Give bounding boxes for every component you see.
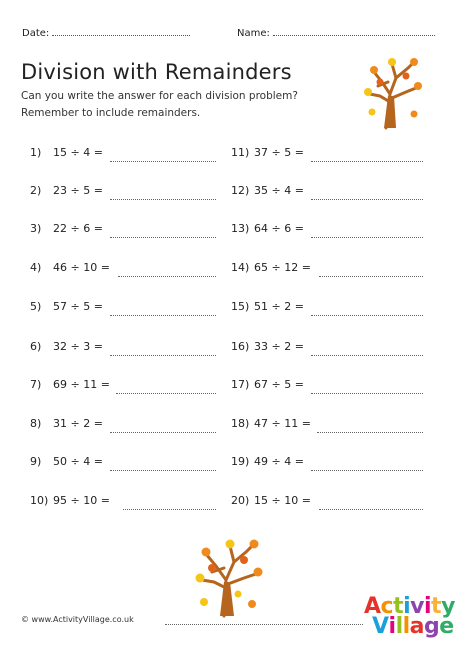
problem-row: [30, 378, 216, 394]
logo-letter: i: [388, 614, 396, 639]
problem-expression: 22 ÷ 6 =: [53, 222, 103, 235]
problem-number: 1): [30, 146, 42, 159]
instruction-line-2: Remember to include remainders.: [21, 107, 201, 119]
problem-row: [231, 146, 423, 162]
logo-letter: A: [364, 594, 381, 619]
problem-number: 12): [231, 184, 250, 197]
problem-expression: 50 ÷ 4 =: [53, 455, 103, 468]
problem-number: 17): [231, 378, 250, 391]
problem-number: 13): [231, 222, 250, 235]
answer-line[interactable]: [123, 509, 216, 510]
logo-letter: g: [424, 614, 440, 639]
problem-row: [231, 184, 423, 200]
date-field[interactable]: [22, 27, 190, 39]
problem-row: [231, 378, 423, 394]
answer-line[interactable]: [110, 355, 216, 356]
problem-row: [30, 494, 216, 510]
problem-expression: 67 ÷ 5 =: [254, 378, 304, 391]
instruction-line-1: Can you write the answer for each division problem?: [21, 90, 298, 102]
name-line[interactable]: [273, 27, 435, 36]
problem-number: 11): [231, 146, 250, 159]
logo-letter: t: [431, 594, 442, 619]
problem-expression: 69 ÷ 11 =: [53, 378, 110, 391]
problem-row: [231, 417, 423, 433]
footer-divider: [165, 624, 363, 625]
footer-url[interactable]: © www.ActivityVillage.co.uk: [21, 615, 134, 624]
problem-number: 5): [30, 300, 42, 313]
answer-line[interactable]: [319, 509, 423, 510]
logo-letter: l: [395, 614, 403, 639]
problem-number: 8): [30, 417, 42, 430]
answer-line[interactable]: [311, 393, 423, 394]
logo-letter: e: [439, 614, 454, 639]
logo-word-village: [372, 616, 454, 638]
answer-line[interactable]: [110, 470, 216, 471]
problem-row: [30, 300, 216, 316]
problem-expression: 32 ÷ 3 =: [53, 340, 103, 353]
problem-expression: 35 ÷ 4 =: [254, 184, 304, 197]
problem-number: 4): [30, 261, 42, 274]
problem-row: [231, 455, 423, 471]
problem-number: 7): [30, 378, 42, 391]
problem-expression: 47 ÷ 11 =: [254, 417, 311, 430]
problem-number: 15): [231, 300, 250, 313]
name-field[interactable]: [237, 27, 435, 39]
problem-expression: 64 ÷ 6 =: [254, 222, 304, 235]
answer-line[interactable]: [317, 432, 423, 433]
problem-number: 16): [231, 340, 250, 353]
answer-line[interactable]: [311, 237, 423, 238]
problem-expression: 46 ÷ 10 =: [53, 261, 110, 274]
problem-expression: 23 ÷ 5 =: [53, 184, 103, 197]
answer-line[interactable]: [110, 199, 216, 200]
problem-row: [30, 261, 216, 277]
problem-number: 19): [231, 455, 250, 468]
logo-letter: l: [402, 614, 410, 639]
logo-letter: v: [410, 594, 424, 619]
logo-letter: i: [424, 594, 432, 619]
problem-number: 9): [30, 455, 42, 468]
problem-row: [30, 455, 216, 471]
problem-expression: 15 ÷ 4 =: [53, 146, 103, 159]
logo-letter: c: [380, 594, 394, 619]
problem-number: 14): [231, 261, 250, 274]
problem-expression: 15 ÷ 10 =: [254, 494, 311, 507]
answer-line[interactable]: [319, 276, 423, 277]
answer-line[interactable]: [110, 161, 216, 162]
problem-expression: 65 ÷ 12 =: [254, 261, 311, 274]
problem-row: [231, 261, 423, 277]
answer-line[interactable]: [110, 315, 216, 316]
logo-letter: a: [409, 614, 425, 639]
autumn-tree-icon: [186, 532, 270, 618]
problem-row: [30, 417, 216, 433]
problem-row: [231, 222, 423, 238]
answer-line[interactable]: [311, 355, 423, 356]
problem-row: [30, 340, 216, 356]
logo-letter: V: [372, 614, 389, 639]
problem-expression: 33 ÷ 2 =: [254, 340, 304, 353]
answer-line[interactable]: [311, 470, 423, 471]
logo-letter: i: [403, 594, 411, 619]
answer-line[interactable]: [110, 432, 216, 433]
problem-row: [30, 184, 216, 200]
logo-letter: t: [393, 594, 404, 619]
problem-expression: 49 ÷ 4 =: [254, 455, 304, 468]
problem-row: [231, 340, 423, 356]
problem-expression: 95 ÷ 10 =: [53, 494, 110, 507]
page-title: Division with Remainders: [21, 60, 292, 84]
problem-row: [231, 494, 423, 510]
answer-line[interactable]: [311, 315, 423, 316]
problem-number: 18): [231, 417, 250, 430]
problem-number: 2): [30, 184, 42, 197]
problem-expression: 31 ÷ 2 =: [53, 417, 103, 430]
answer-line[interactable]: [110, 237, 216, 238]
date-line[interactable]: [52, 27, 190, 36]
problem-number: 3): [30, 222, 42, 235]
problem-row: [30, 222, 216, 238]
problem-number: 20): [231, 494, 250, 507]
answer-line[interactable]: [311, 199, 423, 200]
date-label: Date:: [22, 28, 50, 39]
problem-number: 10): [30, 494, 49, 507]
problem-expression: 57 ÷ 5 =: [53, 300, 103, 313]
autumn-tree-icon: [352, 52, 432, 132]
logo-letter: y: [441, 594, 455, 619]
problem-row: [231, 300, 423, 316]
problem-row: [30, 146, 216, 162]
problem-expression: 51 ÷ 2 =: [254, 300, 304, 313]
name-label: Name:: [237, 28, 270, 39]
answer-line[interactable]: [311, 161, 423, 162]
problem-number: 6): [30, 340, 42, 353]
answer-line[interactable]: [118, 276, 216, 277]
answer-line[interactable]: [116, 393, 216, 394]
problem-expression: 37 ÷ 5 =: [254, 146, 304, 159]
